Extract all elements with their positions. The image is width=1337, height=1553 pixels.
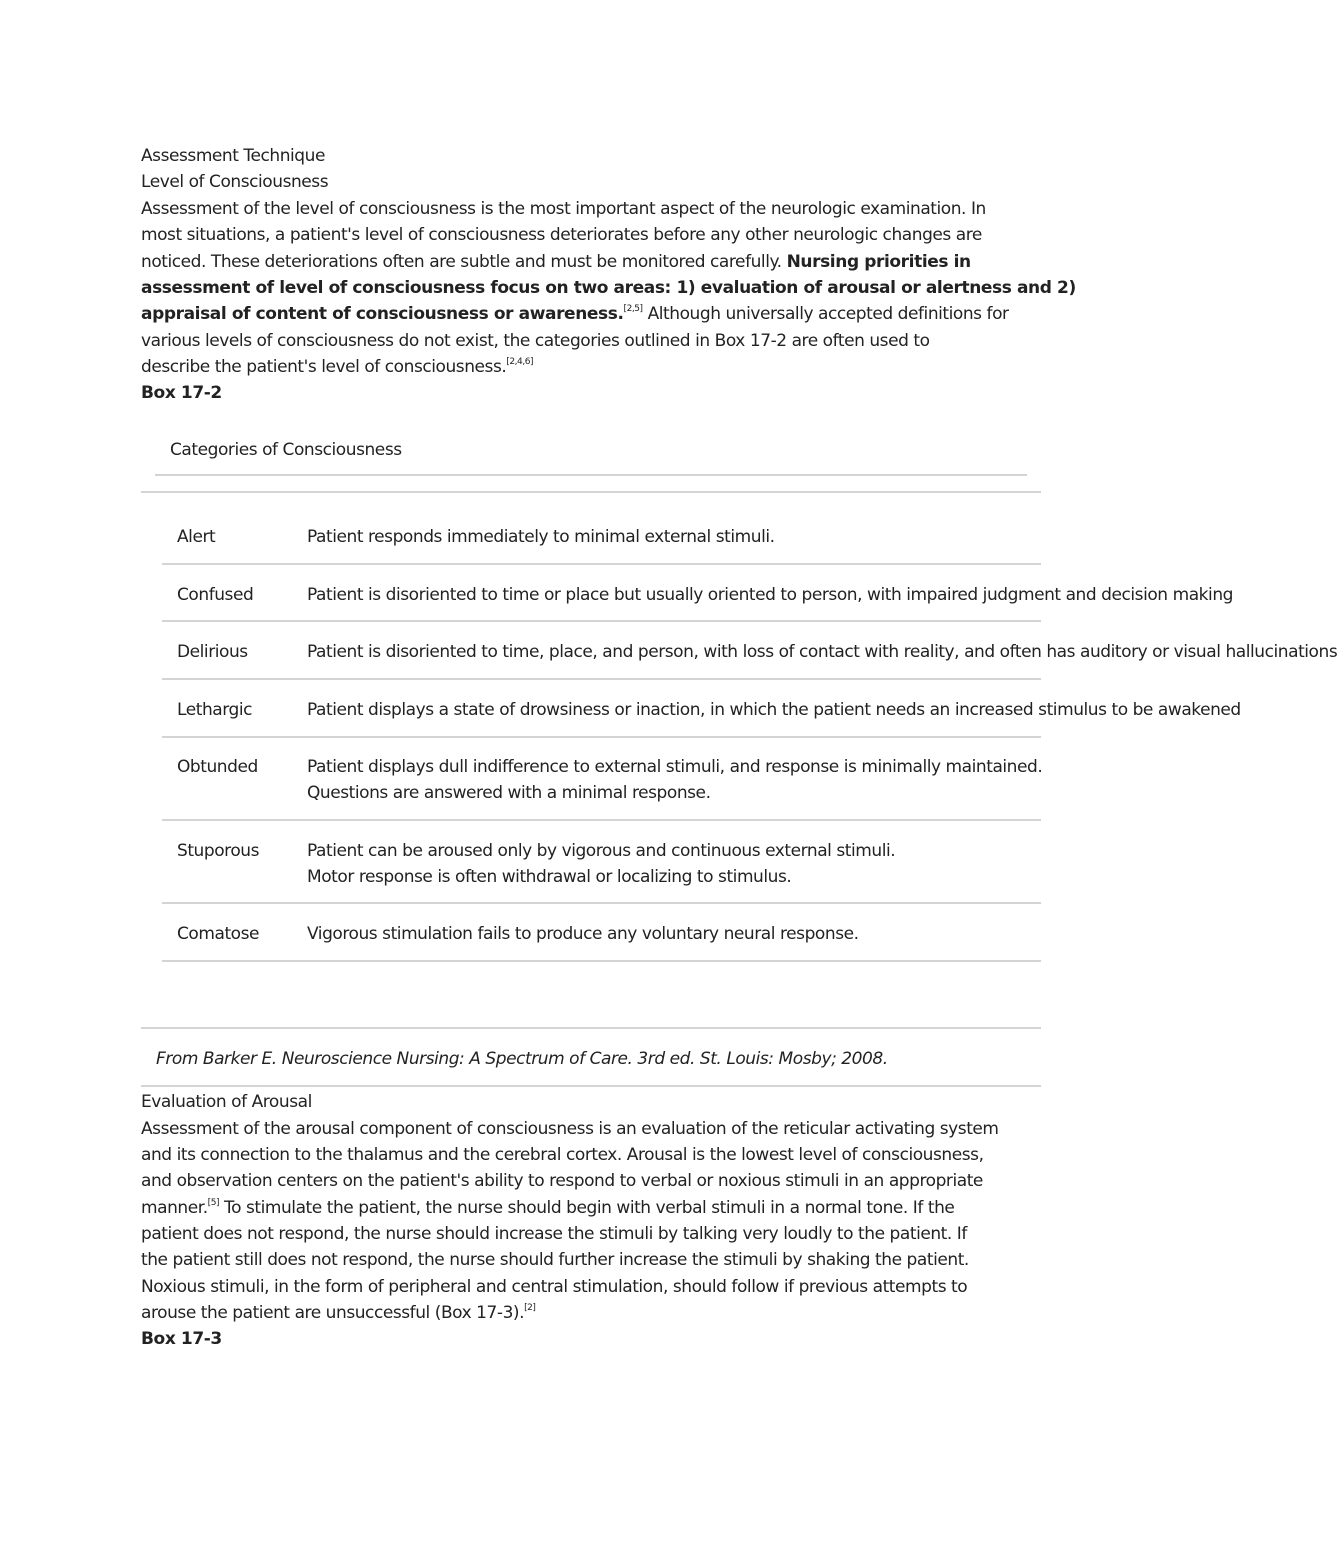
arousal-line4-b: To stimulate the patient, the nurse should begin with verbal stimuli in a normal tone. If the [219,1198,955,1218]
divider [141,491,1041,493]
row-definition: Patient can be aroused only by vigorous and continuous external stimuli. [307,841,896,861]
box-label-17-3: Box 17-3 [141,1329,222,1349]
arousal-line8-text: arouse the patient are unsuccessful (Box 17-3). [141,1303,525,1323]
row-definition-cont: Questions are answered with a minimal response. [307,783,711,803]
arousal-line1: Assessment of the arousal component of consciousness is an evaluation of the reticular activating system [141,1119,999,1139]
row-term: Alert [177,527,216,547]
para1-line7-text: describe the patient's level of consciousness. [141,357,507,377]
divider [141,1027,1041,1029]
arousal-line4 [141,1195,954,1221]
para1-line7 [141,354,533,380]
citation-ref[interactable]: [5] [207,1198,220,1208]
row-term: Confused [177,585,254,605]
row-divider [162,563,1041,565]
section-subheading: Level of Consciousness [141,172,329,192]
row-term: Stuporous [177,841,260,861]
arousal-line3: and observation centers on the patient's ability to respond to verbal or noxious stimuli in an appropriate [141,1171,983,1191]
row-definition-cont: Motor response is often withdrawal or localizing to stimulus. [307,867,792,887]
row-definition: Patient displays dull indifference to external stimuli, and response is minimally maintained. [307,757,1043,777]
box-label-17-2: Box 17-2 [141,383,222,403]
row-divider [162,902,1041,904]
row-term: Obtunded [177,757,258,777]
citation-ref[interactable]: [2,5] [623,304,643,314]
row-definition: Patient is disoriented to time, place, and person, with loss of contact with reality, and often has auditory or visual hallucinations [307,642,1337,662]
para1-line5 [141,301,1009,327]
para1-line4: assessment of level of consciousness focus on two areas: 1) evaluation of arousal or alertness and 2) [141,278,1076,298]
box-title: Categories of Consciousness [170,440,402,460]
row-definition: Patient responds immediately to minimal external stimuli. [307,527,775,547]
row-divider [162,736,1041,738]
para1-line5-plain: Although universally accepted definitions for [642,304,1009,324]
para1-line6: various levels of consciousness do not exist, the categories outlined in Box 17-2 are often used to [141,331,930,351]
arousal-line2: and its connection to the thalamus and the cerebral cortex. Arousal is the lowest level of consciousness, [141,1145,984,1165]
row-definition: Patient is disoriented to time or place but usually oriented to person, with impaired judgment and decision making [307,585,1233,605]
row-definition: Vigorous stimulation fails to produce any voluntary neural response. [307,924,859,944]
citation-ref[interactable]: [2,4,6] [506,357,534,367]
arousal-line4-a: manner. [141,1198,208,1218]
divider [141,1085,1041,1087]
row-divider [162,678,1041,680]
arousal-line7: Noxious stimuli, in the form of peripheral and central stimulation, should follow if previous attempts to [141,1277,968,1297]
para1-line3-plain: noticed. These deteriorations often are subtle and must be monitored carefully. [141,252,787,272]
arousal-heading: Evaluation of Arousal [141,1092,312,1112]
section-heading: Assessment Technique [141,146,325,166]
para1-line1: Assessment of the level of consciousness is the most important aspect of the neurologic examination. In [141,199,986,219]
para1-line3 [141,249,971,275]
row-divider [162,819,1041,821]
arousal-line6: the patient still does not respond, the nurse should further increase the stimuli by shaking the patient. [141,1250,969,1270]
box-source: From Barker E. Neuroscience Nursing: A Spectrum of Care. 3rd ed. St. Louis: Mosby; 2008. [156,1049,888,1069]
arousal-line8 [141,1300,535,1326]
row-divider [162,620,1041,622]
row-definition: Patient displays a state of drowsiness or inaction, in which the patient needs an increased stimulus to be awakened [307,700,1241,720]
arousal-line5: patient does not respond, the nurse should increase the stimuli by talking very loudly to the patient. If [141,1224,967,1244]
citation-ref[interactable]: [2] [524,1303,536,1313]
row-term: Comatose [177,924,260,944]
row-divider [162,960,1041,962]
divider [155,474,1027,476]
para1-line3-bold: Nursing priorities in [786,252,971,272]
para1-line5-bold: appraisal of content of consciousness or awareness. [141,304,624,324]
row-term: Lethargic [177,700,252,720]
para1-line2: most situations, a patient's level of consciousness deteriorates before any other neurologic changes are [141,225,982,245]
row-term: Delirious [177,642,248,662]
